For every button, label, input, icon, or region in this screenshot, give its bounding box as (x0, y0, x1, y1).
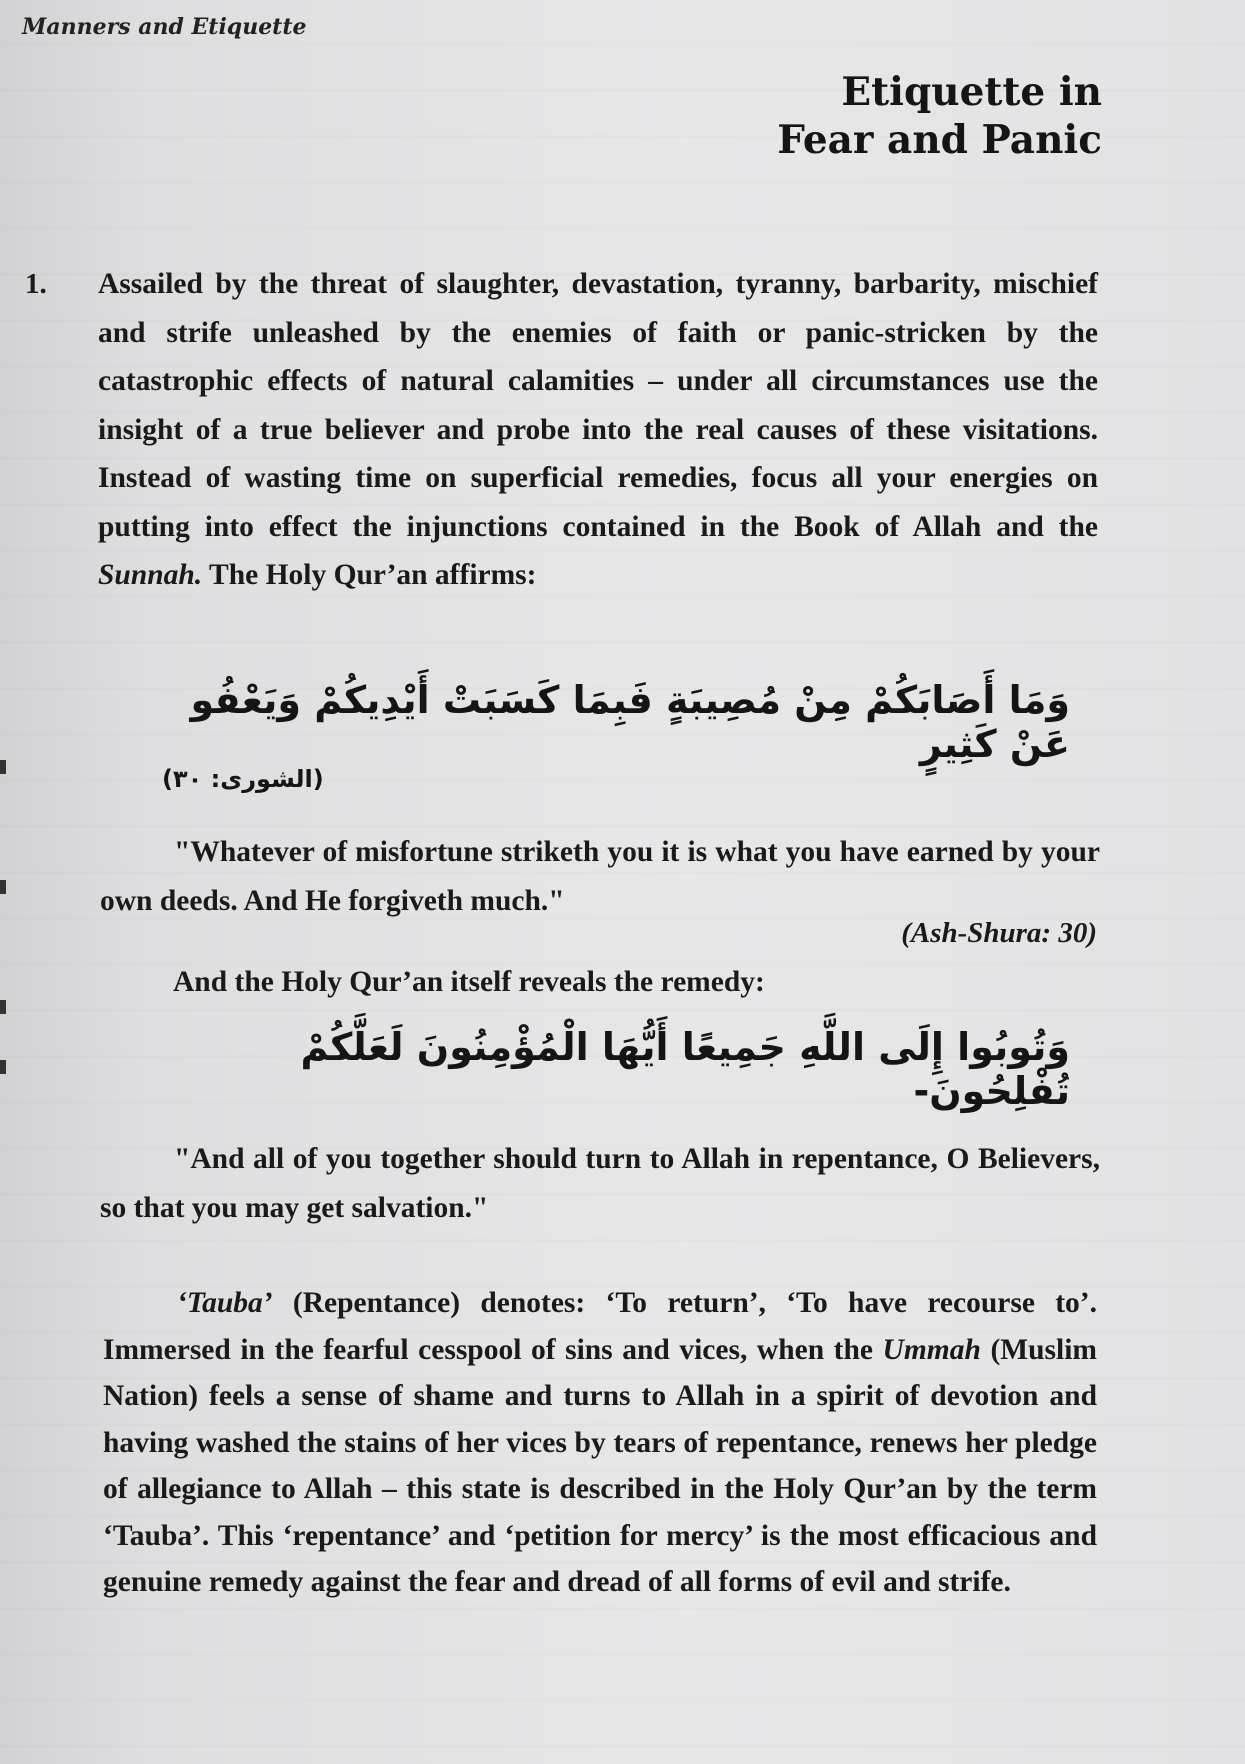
running-head: Manners and Etiquette (22, 14, 307, 40)
item-text: Assailed by the threat of slaughter, devastation, tyranny, barbarity, mischief and strife unleashed by the enemies of faith or panic-stricken by the catastrophic effects of natural calamities – under all circumstances use the insight of a true believer and probe into the real causes of these visitations. Instead of wasting time on superficial remedies, focus all your energies on putting into effect the injunctions contained in the Book of Allah and the (98, 268, 1098, 543)
verse-1-citation: (Ash-Shura: 30) (901, 917, 1097, 949)
tauba-term: ‘Tauba’ (177, 1287, 273, 1319)
arabic-verse-1: وَمَا أَصَابَكُمْ مِنْ مُصِيبَةٍ فَبِمَا كَسَبَتْ أَيْدِيكُمْ وَيَعْفُو عَنْ كَثِيرٍ (190, 678, 1070, 766)
item-number: 1. (25, 268, 47, 300)
ummah-term: Ummah (882, 1333, 981, 1366)
tauba-text-1: (Repentance) denotes: ‘To return’, ‘To have recourse to’. Immersed in the fearful cesspool of sins and vices, when the (103, 1287, 1097, 1366)
chapter-title (582, 68, 1102, 164)
tauba-paragraph (103, 1280, 1097, 1606)
item-text-end: The Holy Qur’an affirms: (209, 559, 537, 591)
tauba-text-2: (Muslim Nation) feels a sense of shame and turns to Allah in a spirit of devotion and having washed the stains of her vices by tears of repentance, renews her pledge of allegiance to Allah – this state is described in the Holy Qur’an by the term ‘Tauba’. This ‘repentance’ and ‘petition for mercy’ is the most efficacious and genuine remedy against the fear and dread of all forms of evil and strife. (103, 1333, 1097, 1598)
chapter-title-line-1: Etiquette in (841, 69, 1102, 115)
sunnah-term: Sunnah. (98, 559, 203, 591)
chapter-title-line-2: Fear and Panic (777, 117, 1102, 163)
remedy-intro: And the Holy Qur’an itself reveals the remedy: (173, 966, 765, 998)
item-paragraph (98, 260, 1098, 600)
verse-1-translation: "Whatever of misfortune striketh you it is what you have earned by your own deeds. And He forgiveth much." (100, 836, 1100, 917)
page-edge-marks (0, 760, 10, 1080)
arabic-verse-reference: (الشورى: ٣٠) (162, 765, 324, 793)
arabic-verse-2: وَتُوبُوا إِلَى اللَّهِ جَمِيعًا أَيُّهَا الْمُؤْمِنُونَ لَعَلَّكُمْ تُفْلِحُونَ- (300, 1025, 1070, 1113)
verse-2-translation: "And all of you together should turn to Allah in repentance, O Believers, so that you may get salvation." (100, 1143, 1100, 1224)
